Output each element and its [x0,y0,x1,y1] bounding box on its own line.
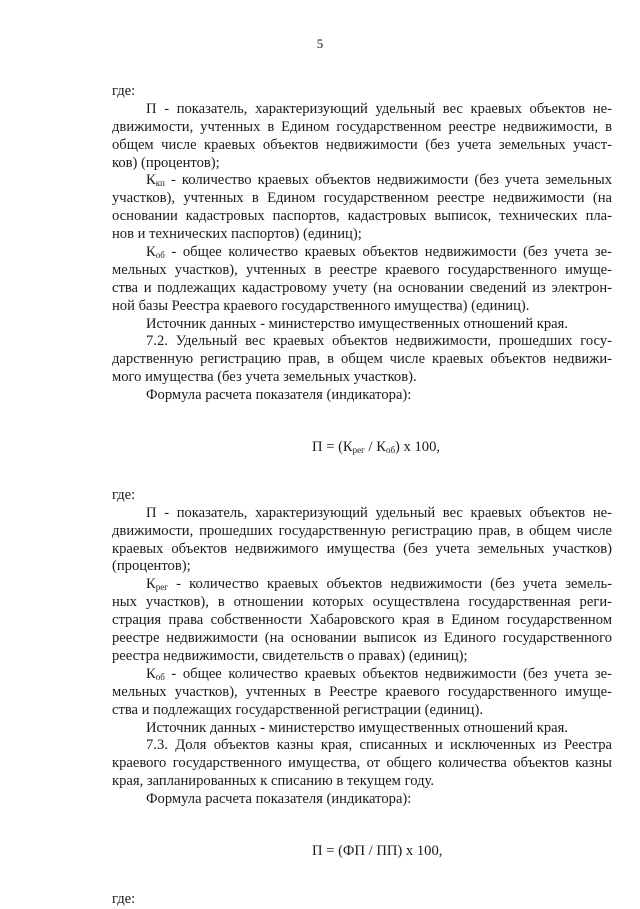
kkp-definition-line: участков), учтенных в Едином государственном реестре недвижимости (на [112,190,612,207]
kreg-definition-line: ных участков), в отношении которых осуществлена государственная реги- [112,594,612,611]
p2-definition-line: движимости, прошедших государственную регистрацию прав, в общем числе [112,522,612,539]
formula-1-part: П = (К [312,439,353,456]
formula-1-part: / К [364,439,386,456]
p2-definition-line: П - показатель, характеризующий удельный вес краевых объектов не- [146,504,612,521]
kkp-symbol: К [146,172,156,189]
kkp-definition-line: нов и технических паспортов) (единиц); [112,226,362,243]
kob1-definition-line: ной базы Реестра краевого государственного имущества) (единиц). [112,297,530,314]
formula-1-subscript: рег [352,445,365,456]
source-line: Источник данных - министерство имущественных отношений края. [146,719,569,736]
section-7-2-line: дарственную регистрацию прав, в общем числе краевых объектов недвижи- [112,351,612,368]
kob1-text: - общее количество краевых объектов недвижимости (без учета зе- [164,244,612,261]
p1-definition-line: движимости, учтенных в Едином государственном реестре недвижимости, в [112,118,612,135]
section-7-2-line: мого имущества (без учета земельных участков). [112,369,417,386]
section-7-3-line: краевого государственного имущества, от общего количества объектов казны [112,755,612,772]
p1-definition-line: П - показатель, характеризующий удельный вес краевых объектов не- [146,100,612,117]
formula-label: Формула расчета показателя (индикатора): [146,387,412,404]
kreg-definition-line: страция права собственности Хабаровского края в Едином государственном [112,612,612,629]
kob2-text: - общее количество краевых объектов недвижимости (без учета зе- [164,665,612,682]
kreg-text: - количество краевых объектов недвижимости (без учета земель- [167,576,612,593]
source-line: Источник данных - министерство имущественных отношений края. [146,315,569,332]
kkp-definition-line [112,172,612,190]
p1-definition-line: общем числе краевых объектов недвижимости (без учета земельных участ- [112,136,612,153]
section-7-3-line: 7.3. Доля объектов казны края, списанных и исключенных из Реестра [146,737,612,754]
kob1-definition-line: мельных участков), учтенных в реестре краевого государственного имуще- [112,261,612,278]
kob1-definition-line: ства и подлежащих кадастровому учету (на основании сведений из электрон- [112,279,612,296]
kob1-symbol: К [146,244,156,261]
formula-2: П = (ФП / ПП) х 100, [312,842,443,859]
kob1-definition-line [112,244,612,262]
p1-definition-line: ков) (процентов); [112,154,220,171]
kkp-text: - количество краевых объектов недвижимости (без учета земельных [164,172,612,189]
kreg-definition-line: реестре недвижимости (на основании выписок из Единого государственного [112,630,612,647]
where-label: где: [112,486,136,503]
kob2-definition-line [112,666,612,684]
section-7-2-line: 7.2. Удельный вес краевых объектов недвижимости, прошедших госу- [146,333,612,350]
kob2-symbol: К [146,665,156,682]
kreg-definition-line: реестра недвижимости, свидетельств о правах) (единиц); [112,647,468,664]
kob2-subscript: об [155,671,165,682]
kreg-subscript: рег [155,582,168,593]
where-label: где: [112,83,136,99]
page-number: 5 [316,36,324,51]
formula-1 [112,439,612,457]
kob2-definition-line: ства и подлежащих государственной регистрации (единиц). [112,701,483,718]
p2-definition-line: (процентов); [112,558,191,575]
kob2-definition-line: мельных участков), учтенных в Реестре краевого государственного имуще- [112,683,612,700]
formula-1-part: ) х 100, [395,439,441,456]
kob1-subscript: об [155,250,165,261]
where-label: где: [112,890,136,907]
kkp-subscript: кп [155,178,165,189]
kreg-definition-line [112,576,612,594]
formula-1-subscript: об [385,445,396,456]
section-7-3-line: края, запланированных к списанию в текущем году. [112,773,434,790]
p2-definition-line: краевых объектов недвижимого имущества (без учета земельных участков) [112,540,612,557]
document-body [112,83,612,909]
kkp-definition-line: основании кадастровых паспортов, кадастровых выписок, технических пла- [112,208,612,225]
kreg-symbol: К [146,576,156,593]
formula-label: Формула расчета показателя (индикатора): [146,791,412,808]
